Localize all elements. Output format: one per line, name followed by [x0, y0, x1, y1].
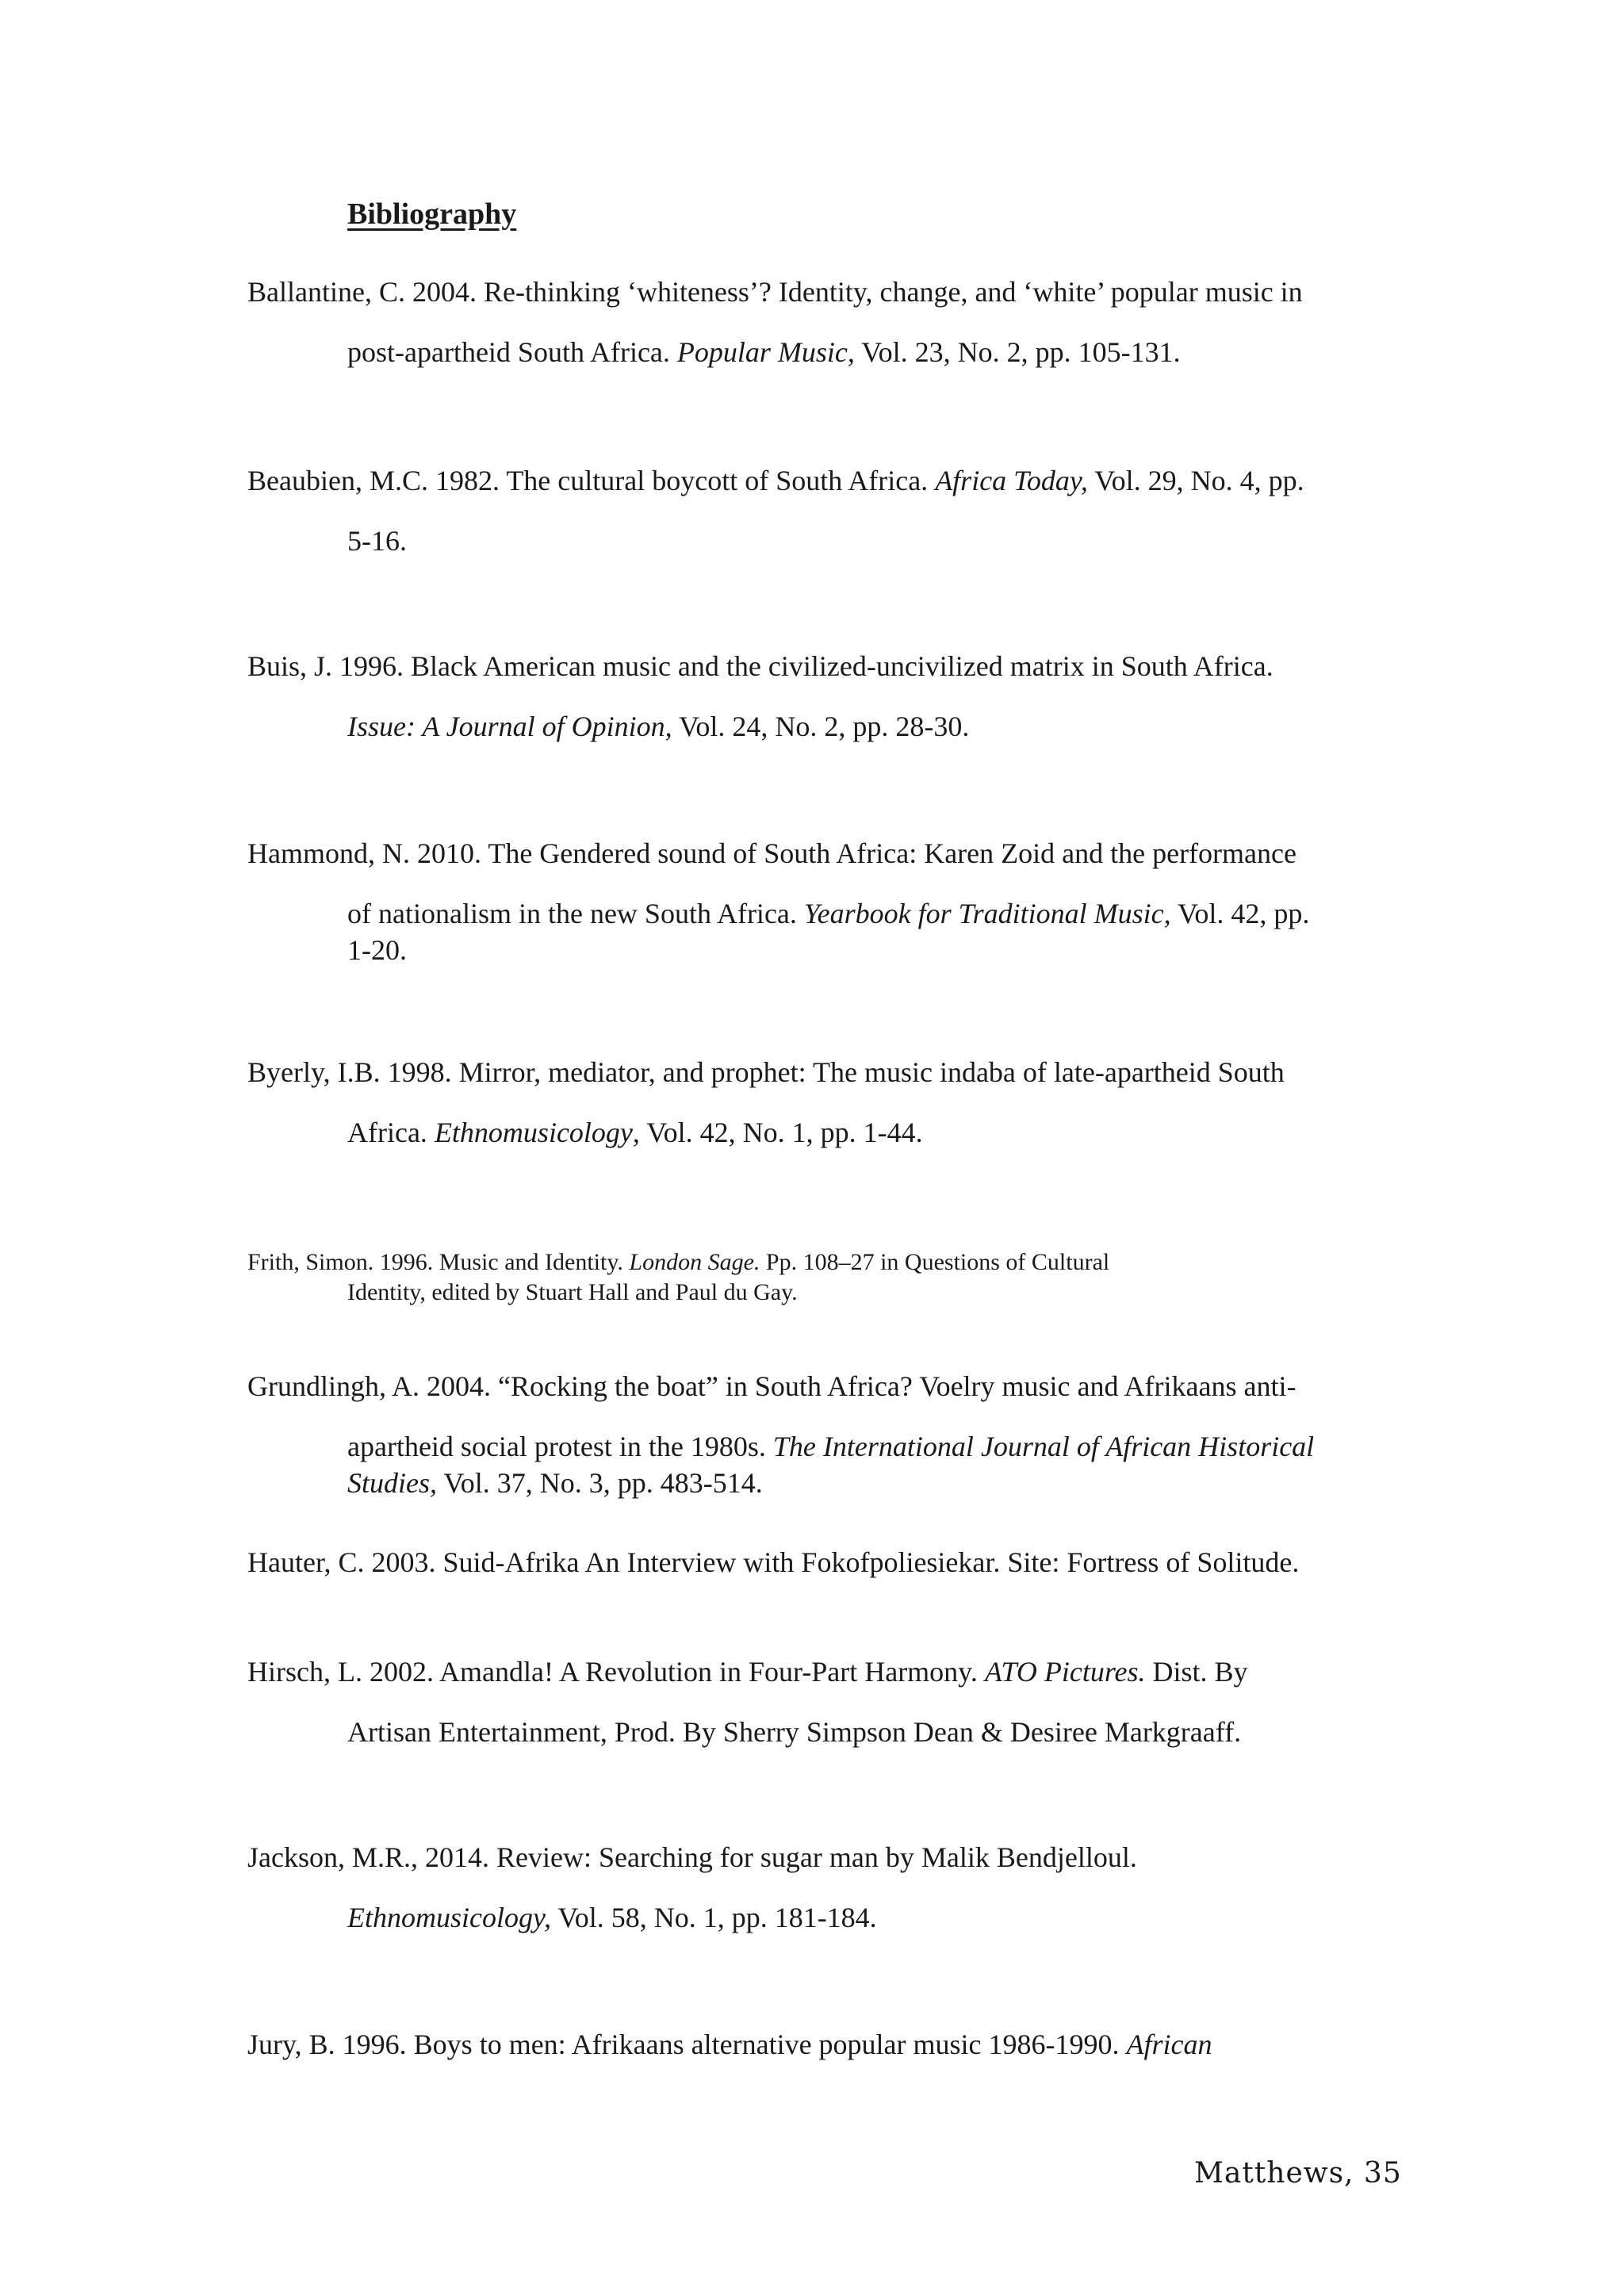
entry-line: Jury, B. 1996. Boys to men: Afrikaans alternative popular music 1986-1990. African: [247, 2029, 1212, 2060]
journal-title: Africa Today,: [935, 465, 1088, 496]
entry-line: Frith, Simon. 1996. Music and Identity. London Sage. Pp. 108–27 in Questions of Cultural: [247, 1249, 1110, 1275]
entry-line: Artisan Entertainment, Prod. By Sherry Simpson Dean & Desiree Markgraaff.: [347, 1716, 1242, 1748]
bibliography-entry: [247, 466, 1381, 555]
entry-line: Jackson, M.R., 2014. Review: Searching for sugar man by Malik Bendjelloul.: [247, 1841, 1137, 1873]
journal-title: The International Journal of African Historical: [772, 1431, 1315, 1462]
bibliography-entry: [247, 839, 1381, 964]
journal-title: African: [1126, 2029, 1212, 2060]
entry-line: Ballantine, C. 2004. Re-thinking ‘whiteness’? Identity, change, and ‘white’ popular music in: [247, 276, 1303, 308]
bibliography-entry: [247, 2030, 1381, 2059]
journal-title: Ethnomusicology,: [347, 1902, 551, 1933]
entry-line: Hauter, C. 2003. Suid-Afrika An Interview with Fokofpoliesiekar. Site: Fortress of Solitude.: [247, 1546, 1300, 1578]
bibliography-entry: [247, 278, 1381, 366]
bibliography-entry: [247, 1843, 1381, 1932]
publisher-title: ATO Pictures.: [984, 1656, 1146, 1688]
bibliography-entry: [247, 1058, 1381, 1147]
bibliography-entry: [247, 1372, 1381, 1497]
entry-line: Buis, J. 1996. Black American music and the civilized-uncivilized matrix in South Africa.: [247, 650, 1274, 682]
entry-line: Issue: A Journal of Opinion, Vol. 24, No. 2, pp. 28-30.: [347, 711, 970, 742]
journal-title: Yearbook for Traditional Music,: [803, 898, 1171, 929]
entry-line: 1-20.: [347, 934, 407, 966]
entry-line: apartheid social protest in the 1980s. The International Journal of African Historical: [347, 1431, 1315, 1462]
entry-line: Grundlingh, A. 2004. “Rocking the boat” in South Africa? Voelry music and Afrikaans anti-: [247, 1370, 1297, 1402]
entry-line: Africa. Ethnomusicology, Vol. 42, No. 1, pp. 1-44.: [347, 1117, 923, 1148]
journal-title: Popular Music,: [676, 336, 855, 368]
bibliography-entry: [247, 652, 1381, 741]
page-footer: Matthews, 35: [1194, 2157, 1402, 2190]
bibliography-entry: [247, 1250, 1381, 1305]
page-heading: Bibliography: [347, 197, 517, 231]
journal-title: Studies,: [347, 1467, 437, 1499]
entry-line: Beaubien, M.C. 1982. The cultural boycott of South Africa. Africa Today, Vol. 29, No. 4, pp.: [247, 465, 1304, 496]
entry-line: post-apartheid South Africa. Popular Music, Vol. 23, No. 2, pp. 105-131.: [347, 336, 1181, 368]
entry-line: Ethnomusicology, Vol. 58, No. 1, pp. 181-184.: [347, 1902, 877, 1933]
journal-title: Ethnomusicology: [434, 1117, 633, 1148]
entry-line: of nationalism in the new South Africa. Yearbook for Traditional Music, Vol. 42, pp.: [347, 898, 1310, 929]
entry-line: Byerly, I.B. 1998. Mirror, mediator, and prophet: The music indaba of late-apartheid South: [247, 1056, 1285, 1088]
entry-line: Hammond, N. 2010. The Gendered sound of South Africa: Karen Zoid and the performance: [247, 837, 1297, 869]
entry-line: 5-16.: [347, 525, 407, 557]
entry-line: Identity, edited by Stuart Hall and Paul du Gay.: [347, 1279, 798, 1305]
publisher-title: London Sage.: [629, 1249, 760, 1275]
bibliography-entry: [247, 1657, 1381, 1746]
bibliography-entry: [247, 1548, 1381, 1577]
journal-title: Issue: A Journal of Opinion,: [347, 711, 672, 742]
entry-line: Hirsch, L. 2002. Amandla! A Revolution in Four-Part Harmony. ATO Pictures. Dist. By: [247, 1656, 1248, 1688]
entry-line: Studies, Vol. 37, No. 3, pp. 483-514.: [347, 1467, 763, 1499]
